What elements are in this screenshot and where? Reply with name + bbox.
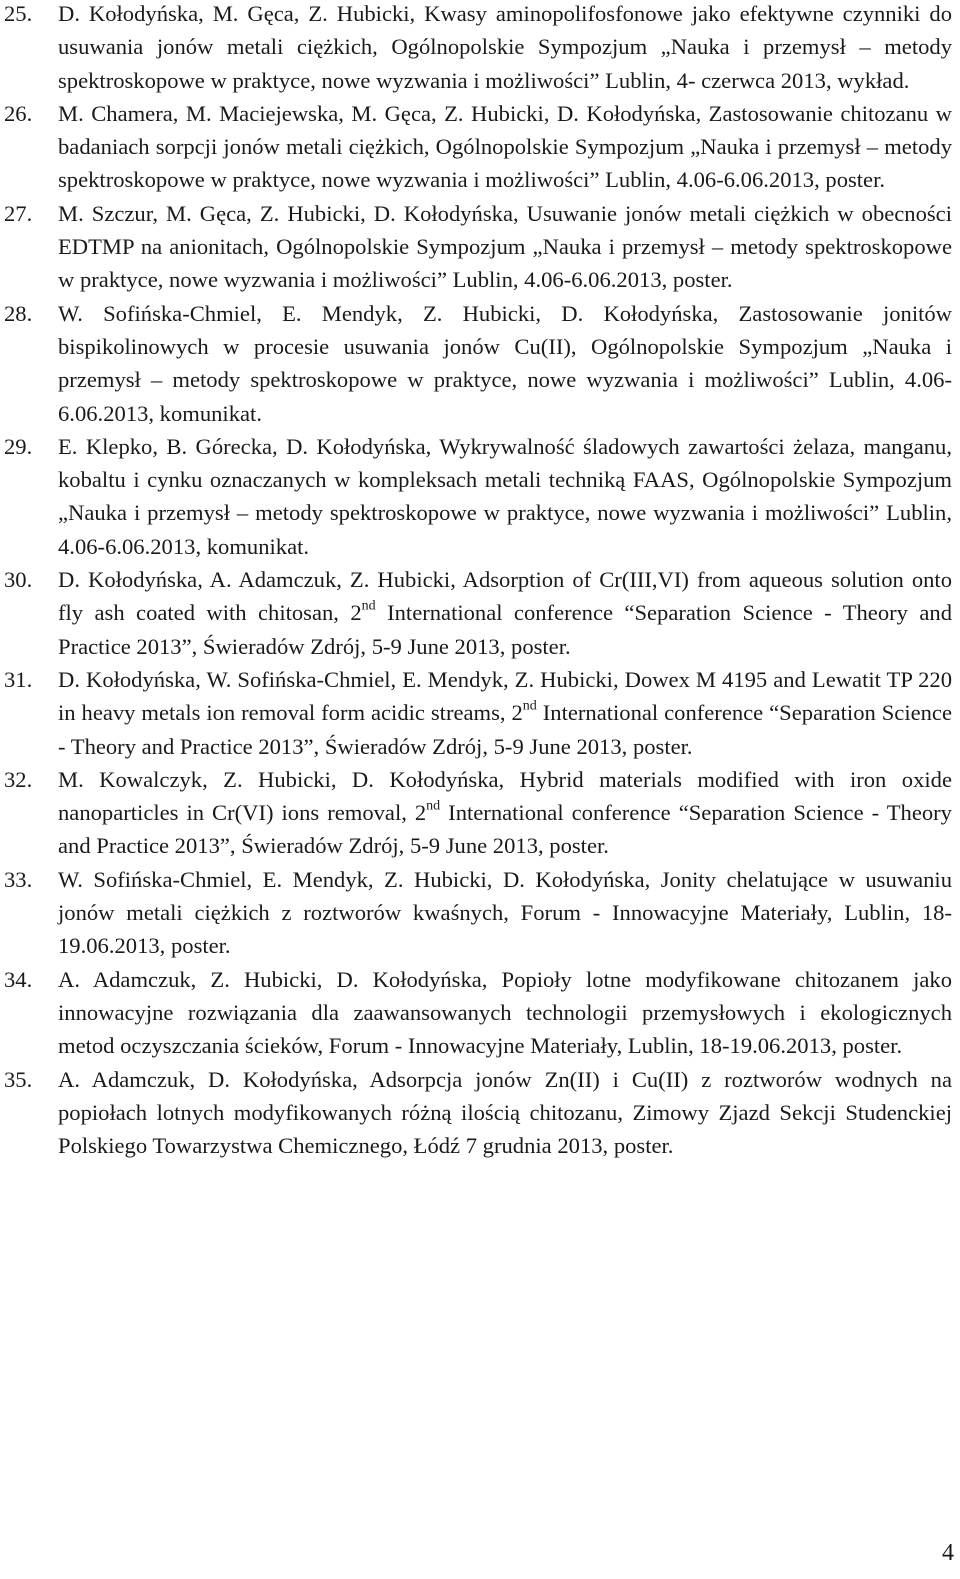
item-text-part: International conference “Separation Science - Theory and Practice 2013”, Świeradów Zdrój, 5-9 June 2013, poster. bbox=[58, 800, 952, 859]
list-item bbox=[4, 863, 952, 963]
item-number: 33. bbox=[4, 866, 33, 892]
item-text-part: International conference “Separation Science - Theory and Practice 2013”, Świeradów Zdrój, 5-9 June 2013, poster. bbox=[58, 700, 952, 759]
list-item bbox=[4, 0, 952, 97]
item-text: E. Klepko, B. Górecka, D. Kołodyńska, Wykrywalność śladowych zawartości żelaza, manganu, kobaltu i cynku oznaczanych w kompleksach metali techniką FAAS, Ogólnopolskie Sympozjum „Nauka i przemysł – metody spektroskopowe w praktyce, nowe wyzwania i możliwości” Lublin, 4.06-6.06.2013, komunikat. bbox=[58, 433, 952, 559]
list-item bbox=[4, 963, 952, 1063]
item-text: M. Chamera, M. Maciejewska, M. Gęca, Z. Hubicki, D. Kołodyńska, Zastosowanie chitozanu w badaniach sorpcji jonów metali ciężkich, Ogólnopolskie Sympozjum „Nauka i przemysł – metody spektroskopowe w praktyce, nowe wyzwania i możliwości” Lublin, 4.06-6.06.2013, poster. bbox=[58, 100, 952, 193]
list-item bbox=[4, 1063, 952, 1163]
item-text: M. Szczur, M. Gęca, Z. Hubicki, D. Kołodyńska, Usuwanie jonów metali ciężkich w obecności EDTMP na anionitach, Ogólnopolskie Sympozjum „Nauka i przemysł – metody spektroskopowe w praktyce, nowe wyzwania i możliwości” Lublin, 4.06-6.06.2013, poster. bbox=[58, 200, 952, 293]
item-number: 28. bbox=[4, 300, 33, 326]
item-number: 26. bbox=[4, 100, 33, 126]
list-item bbox=[4, 297, 952, 430]
list-item bbox=[4, 763, 952, 863]
publication-list bbox=[4, 0, 952, 1162]
ordinal-suffix: nd bbox=[361, 598, 376, 614]
item-text: W. Sofińska-Chmiel, E. Mendyk, Z. Hubicki, D. Kołodyńska, Jonity chelatujące w usuwaniu jonów metali ciężkich z roztworów kwaśnych, Forum - Innowacyjne Materiały, Lublin, 18-19.06.2013, poster. bbox=[58, 866, 952, 959]
item-number: 25. bbox=[4, 1, 33, 26]
item-number: 27. bbox=[4, 200, 33, 226]
item-text bbox=[58, 763, 952, 863]
item-text-part: M. Kowalczyk, Z. Hubicki, D. Kołodyńska, Hybrid materials modified with iron oxide nanoparticles in Cr(VI) ions removal, 2 bbox=[58, 766, 952, 826]
list-item bbox=[4, 663, 952, 763]
item-text: A. Adamczuk, Z. Hubicki, D. Kołodyńska, Popioły lotne modyfikowane chitozanem jako innowacyjne rozwiązania dla zaawansowanych technologii przemysłowych i ekologicznych metod oczyszczania ścieków, Forum - Innowacyjne Materiały, Lublin, 18-19.06.2013, poster. bbox=[58, 966, 952, 1059]
item-text-part: International conference “Separation Science - Theory and Practice 2013”, Świeradów Zdrój, 5-9 June 2013, poster. bbox=[58, 600, 952, 659]
list-item bbox=[4, 97, 952, 197]
item-text bbox=[58, 563, 952, 663]
list-item bbox=[4, 563, 952, 663]
list-item bbox=[4, 197, 952, 297]
ordinal-suffix: nd bbox=[522, 698, 537, 714]
item-text: W. Sofińska-Chmiel, E. Mendyk, Z. Hubicki, D. Kołodyńska, Zastosowanie jonitów bispikolinowych w procesie usuwania jonów Cu(II), Ogólnopolskie Sympozjum „Nauka i przemysł – metody spektroskopowe w praktyce, nowe wyzwania i możliwości” Lublin, 4.06-6.06.2013, komunikat. bbox=[58, 300, 952, 426]
item-number: 32. bbox=[4, 766, 33, 792]
item-number: 35. bbox=[4, 1066, 33, 1092]
list-item bbox=[4, 430, 952, 563]
item-text bbox=[58, 663, 952, 763]
item-text: D. Kołodyńska, M. Gęca, Z. Hubicki, Kwasy aminopolifosfonowe jako efektywne czynniki do usuwania jonów metali ciężkich, Ogólnopolskie Sympozjum „Nauka i przemysł – metody spektroskopowe w praktyce, nowe wyzwania i możliwości” Lublin, 4- czerwca 2013, wykład. bbox=[58, 1, 952, 93]
item-number: 34. bbox=[4, 966, 33, 992]
item-number: 29. bbox=[4, 433, 33, 459]
item-text-part: D. Kołodyńska, A. Adamczuk, Z. Hubicki, Adsorption of Cr(III,VI) from aqueous solution onto fly ash coated with chitosan, 2 bbox=[58, 567, 952, 626]
ordinal-suffix: nd bbox=[426, 798, 441, 814]
page-number: 4 bbox=[942, 1540, 954, 1566]
item-text: A. Adamczuk, D. Kołodyńska, Adsorpcja jonów Zn(II) i Cu(II) z roztworów wodnych na popiołach lotnych modyfikowanych różną ilością chitozanu, Zimowy Zjazd Sekcji Studenckiej Polskiego Towarzystwa Chemicznego, Łódź 7 grudnia 2013, poster. bbox=[58, 1066, 952, 1159]
item-number: 30. bbox=[4, 567, 33, 593]
item-text-part: D. Kołodyńska, W. Sofińska-Chmiel, E. Mendyk, Z. Hubicki, Dowex M 4195 and Lewatit TP 220 in heavy metals ion removal form acidic streams, 2 bbox=[58, 666, 952, 726]
item-number: 31. bbox=[4, 666, 33, 692]
